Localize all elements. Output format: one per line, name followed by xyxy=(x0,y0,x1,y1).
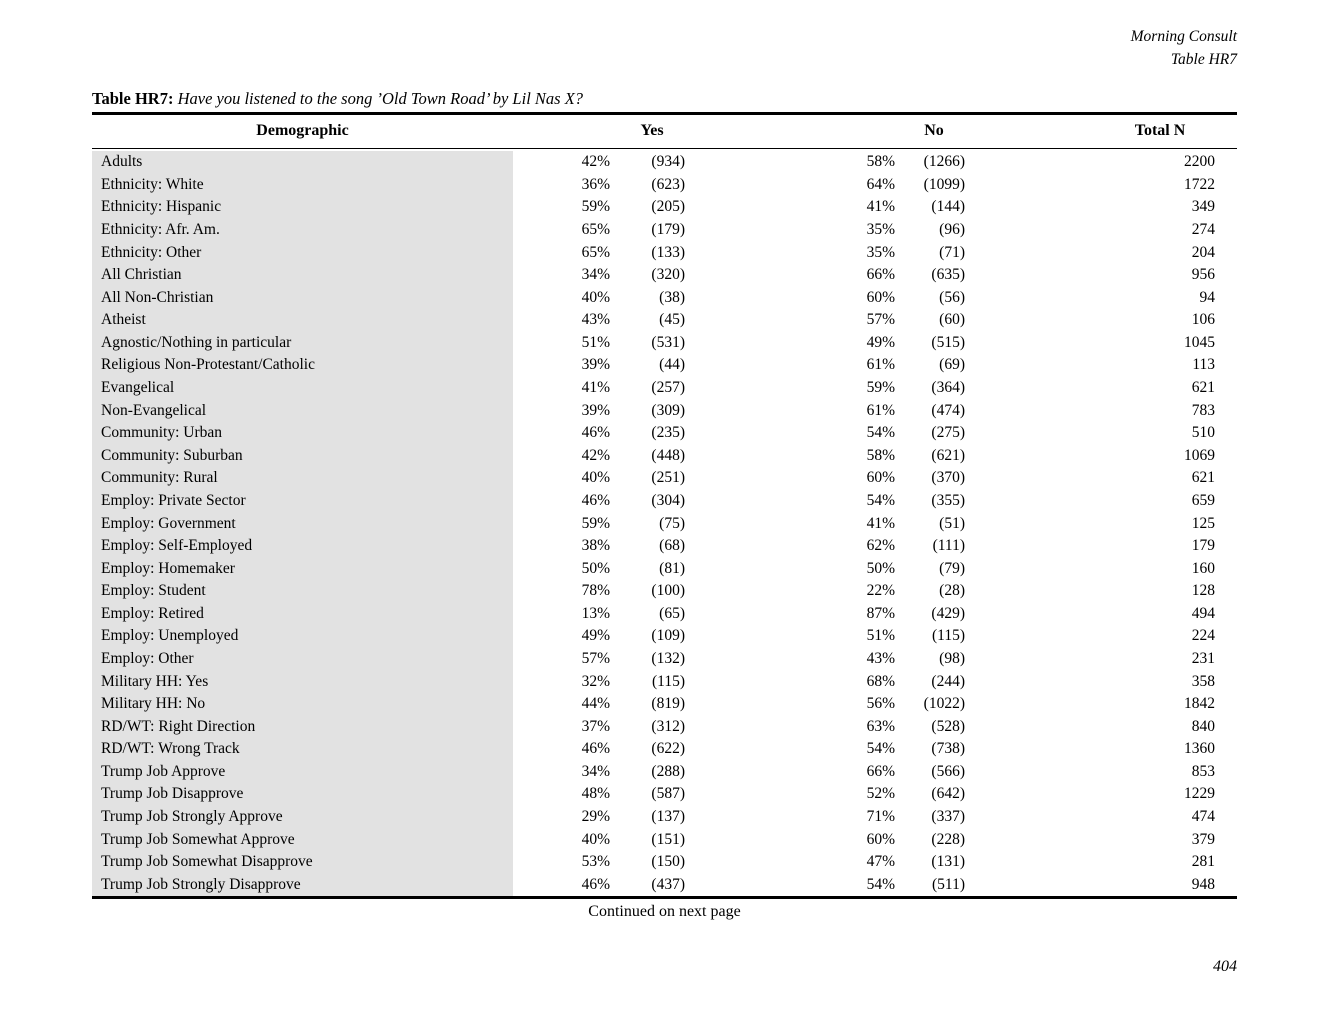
total-n: 948 xyxy=(1191,875,1215,893)
table-row xyxy=(92,286,1237,309)
no-count: (98) xyxy=(939,649,965,667)
column-header-demographic: Demographic xyxy=(256,121,349,139)
yes-count: (65) xyxy=(659,604,685,622)
no-percent: 50% xyxy=(866,559,895,577)
yes-percent: 40% xyxy=(581,830,610,848)
table-row xyxy=(92,377,1237,400)
no-count: (642) xyxy=(931,785,965,803)
yes-percent: 59% xyxy=(581,514,610,532)
table-row xyxy=(92,580,1237,603)
yes-count: (150) xyxy=(651,853,685,871)
yes-percent: 38% xyxy=(581,537,610,555)
yes-percent: 46% xyxy=(581,491,610,509)
header-table-ref: Table HR7 xyxy=(1170,51,1237,68)
no-count: (79) xyxy=(939,559,965,577)
no-percent: 61% xyxy=(866,356,895,374)
no-count: (635) xyxy=(931,266,965,284)
yes-percent: 65% xyxy=(581,243,610,261)
yes-count: (115) xyxy=(652,672,685,690)
no-percent: 87% xyxy=(866,604,895,622)
no-percent: 35% xyxy=(866,243,895,261)
total-n: 510 xyxy=(1191,424,1215,442)
no-count: (111) xyxy=(932,537,965,555)
table-row xyxy=(92,851,1237,874)
demographic-label: Atheist xyxy=(92,309,513,332)
table-row xyxy=(92,219,1237,242)
demographic-label: Employ: Self-Employed xyxy=(92,535,513,558)
no-percent: 54% xyxy=(866,740,895,758)
no-count: (474) xyxy=(931,401,965,419)
yes-count: (179) xyxy=(651,221,685,238)
no-count: (1099) xyxy=(923,175,965,193)
table-title-question: Have you listened to the song ’Old Town Road’ by Lil Nas X? xyxy=(177,89,584,108)
yes-percent: 34% xyxy=(581,266,610,284)
no-percent: 64% xyxy=(866,175,895,193)
demographic-label: Trump Job Approve xyxy=(92,761,513,784)
no-count: (515) xyxy=(931,333,965,351)
table-row xyxy=(92,174,1237,197)
yes-percent: 50% xyxy=(581,559,610,577)
yes-count: (819) xyxy=(651,695,685,713)
table-row xyxy=(92,490,1237,513)
table-row xyxy=(92,603,1237,626)
table-header-rule xyxy=(92,148,1237,149)
yes-percent: 65% xyxy=(581,221,610,238)
yes-count: (531) xyxy=(651,333,685,351)
total-n: 1842 xyxy=(1184,695,1215,713)
total-n: 128 xyxy=(1191,582,1215,600)
total-n: 494 xyxy=(1191,604,1215,622)
no-percent: 54% xyxy=(866,424,895,442)
no-count: (528) xyxy=(931,717,965,735)
no-percent: 60% xyxy=(866,288,895,306)
demographic-label: Community: Rural xyxy=(92,467,513,490)
demographic-label: Non-Evangelical xyxy=(92,399,513,422)
table-title xyxy=(92,89,583,109)
yes-percent: 46% xyxy=(581,875,610,893)
no-percent: 35% xyxy=(866,221,895,238)
total-n: 94 xyxy=(1199,288,1215,306)
yes-count: (587) xyxy=(651,785,685,803)
yes-percent: 37% xyxy=(581,717,610,735)
demographic-label: RD/WT: Right Direction xyxy=(92,715,513,738)
no-count: (275) xyxy=(931,424,965,442)
page-number: 404 xyxy=(1213,958,1237,975)
demographic-label: Ethnicity: Other xyxy=(92,241,513,264)
yes-count: (132) xyxy=(651,649,685,667)
total-n: 840 xyxy=(1191,717,1215,735)
total-n: 358 xyxy=(1191,672,1215,690)
demographic-label: Employ: Government xyxy=(92,512,513,535)
no-percent: 41% xyxy=(866,198,895,216)
no-count: (60) xyxy=(939,311,965,329)
demographic-label: All Non-Christian xyxy=(92,286,513,309)
no-count: (511) xyxy=(932,875,965,893)
no-percent: 22% xyxy=(866,582,895,600)
total-n: 1360 xyxy=(1184,740,1215,758)
table-body xyxy=(92,151,1237,896)
no-count: (429) xyxy=(931,604,965,622)
yes-count: (38) xyxy=(659,288,685,306)
no-count: (566) xyxy=(931,762,965,780)
table-row xyxy=(92,761,1237,784)
table-header-row xyxy=(92,115,1237,148)
no-percent: 41% xyxy=(866,514,895,532)
document-header xyxy=(1131,25,1237,71)
yes-count: (623) xyxy=(651,175,685,193)
no-count: (131) xyxy=(931,853,965,871)
yes-count: (133) xyxy=(651,243,685,261)
total-n: 2200 xyxy=(1184,153,1215,171)
total-n: 783 xyxy=(1191,401,1215,419)
yes-count: (251) xyxy=(651,469,685,487)
table-row xyxy=(92,264,1237,287)
table-row xyxy=(92,783,1237,806)
no-percent: 60% xyxy=(866,469,895,487)
yes-count: (437) xyxy=(651,875,685,893)
continued-note: Continued on next page xyxy=(588,903,741,920)
total-n: 853 xyxy=(1191,762,1215,780)
total-n: 179 xyxy=(1191,537,1215,555)
yes-count: (68) xyxy=(659,537,685,555)
yes-percent: 40% xyxy=(581,288,610,306)
yes-count: (81) xyxy=(659,559,685,577)
no-percent: 54% xyxy=(866,875,895,893)
total-n: 956 xyxy=(1191,266,1215,284)
no-percent: 52% xyxy=(866,785,895,803)
no-percent: 58% xyxy=(866,153,895,171)
yes-percent: 46% xyxy=(581,424,610,442)
yes-percent: 57% xyxy=(581,649,610,667)
table-row xyxy=(92,467,1237,490)
demographic-label: All Christian xyxy=(92,264,513,287)
total-n: 113 xyxy=(1192,356,1215,374)
demographic-label: RD/WT: Wrong Track xyxy=(92,738,513,761)
no-count: (364) xyxy=(931,379,965,397)
yes-count: (320) xyxy=(651,266,685,284)
table-row xyxy=(92,738,1237,761)
no-count: (56) xyxy=(939,288,965,306)
table-row xyxy=(92,196,1237,219)
yes-count: (44) xyxy=(659,356,685,374)
no-percent: 49% xyxy=(866,333,895,351)
no-count: (1022) xyxy=(923,695,965,713)
no-count: (51) xyxy=(939,514,965,532)
no-count: (370) xyxy=(931,469,965,487)
demographic-label: Employ: Homemaker xyxy=(92,557,513,580)
yes-count: (137) xyxy=(651,808,685,826)
table-title-label: Table HR7: xyxy=(92,89,174,108)
yes-percent: 41% xyxy=(581,379,610,397)
no-count: (621) xyxy=(931,446,965,464)
no-count: (115) xyxy=(932,627,965,645)
demographic-label: Community: Suburban xyxy=(92,445,513,468)
no-percent: 57% xyxy=(866,311,895,329)
demographic-label: Employ: Private Sector xyxy=(92,490,513,513)
table-row xyxy=(92,670,1237,693)
no-count: (355) xyxy=(931,491,965,509)
yes-percent: 40% xyxy=(581,469,610,487)
demographic-label: Religious Non-Protestant/Catholic xyxy=(92,354,513,377)
column-header-total: Total N xyxy=(1134,121,1186,139)
yes-percent: 46% xyxy=(581,740,610,758)
table-row xyxy=(92,806,1237,829)
yes-percent: 78% xyxy=(581,582,610,600)
yes-count: (235) xyxy=(651,424,685,442)
table-row xyxy=(92,354,1237,377)
table-row xyxy=(92,648,1237,671)
total-n: 1722 xyxy=(1184,175,1215,193)
demographic-label: Employ: Unemployed xyxy=(92,625,513,648)
yes-percent: 13% xyxy=(581,604,610,622)
total-n: 659 xyxy=(1191,491,1215,509)
total-n: 274 xyxy=(1191,221,1215,238)
no-percent: 68% xyxy=(866,672,895,690)
total-n: 379 xyxy=(1191,830,1215,848)
no-count: (337) xyxy=(931,808,965,826)
yes-percent: 39% xyxy=(581,356,610,374)
yes-percent: 32% xyxy=(581,672,610,690)
total-n: 1229 xyxy=(1184,785,1215,803)
no-count: (28) xyxy=(939,582,965,600)
demographic-label: Trump Job Somewhat Approve xyxy=(92,828,513,851)
table-row xyxy=(92,535,1237,558)
demographic-label: Trump Job Disapprove xyxy=(92,783,513,806)
demographic-label: Trump Job Strongly Disapprove xyxy=(92,873,513,896)
table-bottom-rule xyxy=(92,896,1237,899)
yes-count: (934) xyxy=(651,153,685,171)
yes-percent: 29% xyxy=(581,808,610,826)
total-n: 621 xyxy=(1191,469,1215,487)
column-header-no: No xyxy=(924,121,944,139)
yes-percent: 44% xyxy=(581,695,610,713)
yes-count: (151) xyxy=(651,830,685,848)
demographic-label: Ethnicity: Afr. Am. xyxy=(92,219,513,242)
table-row xyxy=(92,445,1237,468)
total-n: 106 xyxy=(1191,311,1215,329)
yes-count: (312) xyxy=(651,717,685,735)
no-percent: 71% xyxy=(866,808,895,826)
no-percent: 54% xyxy=(866,491,895,509)
demographic-label: Agnostic/Nothing in particular xyxy=(92,332,513,355)
table-row xyxy=(92,873,1237,896)
total-n: 160 xyxy=(1191,559,1215,577)
demographic-label: Trump Job Somewhat Disapprove xyxy=(92,851,513,874)
yes-percent: 42% xyxy=(581,153,610,171)
demographic-label: Employ: Other xyxy=(92,648,513,671)
yes-percent: 42% xyxy=(581,446,610,464)
yes-percent: 34% xyxy=(581,762,610,780)
demographic-label: Military HH: No xyxy=(92,693,513,716)
no-percent: 60% xyxy=(866,830,895,848)
demographic-label: Employ: Student xyxy=(92,580,513,603)
crosstab-table xyxy=(92,112,1237,899)
table-row xyxy=(92,151,1237,174)
no-percent: 51% xyxy=(866,627,895,645)
table-row xyxy=(92,715,1237,738)
table-row xyxy=(92,422,1237,445)
demographic-label: Evangelical xyxy=(92,377,513,400)
demographic-label: Ethnicity: Hispanic xyxy=(92,196,513,219)
no-count: (96) xyxy=(939,221,965,238)
yes-count: (448) xyxy=(651,446,685,464)
total-n: 204 xyxy=(1191,243,1215,261)
yes-percent: 49% xyxy=(581,627,610,645)
no-count: (244) xyxy=(931,672,965,690)
yes-percent: 51% xyxy=(581,333,610,351)
yes-percent: 59% xyxy=(581,198,610,216)
total-n: 1069 xyxy=(1184,446,1215,464)
yes-percent: 39% xyxy=(581,401,610,419)
no-percent: 61% xyxy=(866,401,895,419)
table-row xyxy=(92,512,1237,535)
demographic-label: Adults xyxy=(92,151,513,174)
header-publisher: Morning Consult xyxy=(1130,28,1237,45)
table-row xyxy=(92,399,1237,422)
yes-count: (288) xyxy=(651,762,685,780)
yes-count: (205) xyxy=(651,198,685,216)
demographic-label: Trump Job Strongly Approve xyxy=(92,806,513,829)
yes-count: (622) xyxy=(651,740,685,758)
total-n: 224 xyxy=(1191,627,1215,645)
table-row xyxy=(92,828,1237,851)
table-row xyxy=(92,557,1237,580)
yes-count: (257) xyxy=(651,379,685,397)
no-count: (1266) xyxy=(923,153,965,171)
no-count: (228) xyxy=(931,830,965,848)
yes-count: (75) xyxy=(659,514,685,532)
total-n: 1045 xyxy=(1184,333,1215,351)
no-percent: 66% xyxy=(866,266,895,284)
no-percent: 62% xyxy=(866,537,895,555)
yes-percent: 53% xyxy=(581,853,610,871)
yes-count: (109) xyxy=(651,627,685,645)
no-percent: 59% xyxy=(866,379,895,397)
total-n: 231 xyxy=(1191,649,1215,667)
yes-count: (304) xyxy=(651,491,685,509)
table-row xyxy=(92,625,1237,648)
no-count: (71) xyxy=(939,243,965,261)
total-n: 474 xyxy=(1191,808,1215,826)
demographic-label: Ethnicity: White xyxy=(92,174,513,197)
yes-percent: 36% xyxy=(581,175,610,193)
yes-percent: 43% xyxy=(581,311,610,329)
total-n: 349 xyxy=(1191,198,1215,216)
table-row xyxy=(92,332,1237,355)
table-row xyxy=(92,309,1237,332)
no-percent: 47% xyxy=(866,853,895,871)
yes-count: (309) xyxy=(651,401,685,419)
demographic-label: Community: Urban xyxy=(92,422,513,445)
no-count: (69) xyxy=(939,356,965,374)
yes-percent: 48% xyxy=(581,785,610,803)
total-n: 281 xyxy=(1191,853,1215,871)
table-row xyxy=(92,693,1237,716)
no-percent: 66% xyxy=(866,762,895,780)
no-count: (144) xyxy=(931,198,965,216)
no-percent: 58% xyxy=(866,446,895,464)
yes-count: (45) xyxy=(659,311,685,329)
no-percent: 56% xyxy=(866,695,895,713)
total-n: 621 xyxy=(1191,379,1215,397)
no-percent: 63% xyxy=(866,717,895,735)
no-count: (738) xyxy=(931,740,965,758)
no-percent: 43% xyxy=(866,649,895,667)
yes-count: (100) xyxy=(651,582,685,600)
column-header-yes: Yes xyxy=(640,121,664,139)
demographic-label: Employ: Retired xyxy=(92,603,513,626)
table-row xyxy=(92,241,1237,264)
demographic-label: Military HH: Yes xyxy=(92,670,513,693)
total-n: 125 xyxy=(1191,514,1215,532)
